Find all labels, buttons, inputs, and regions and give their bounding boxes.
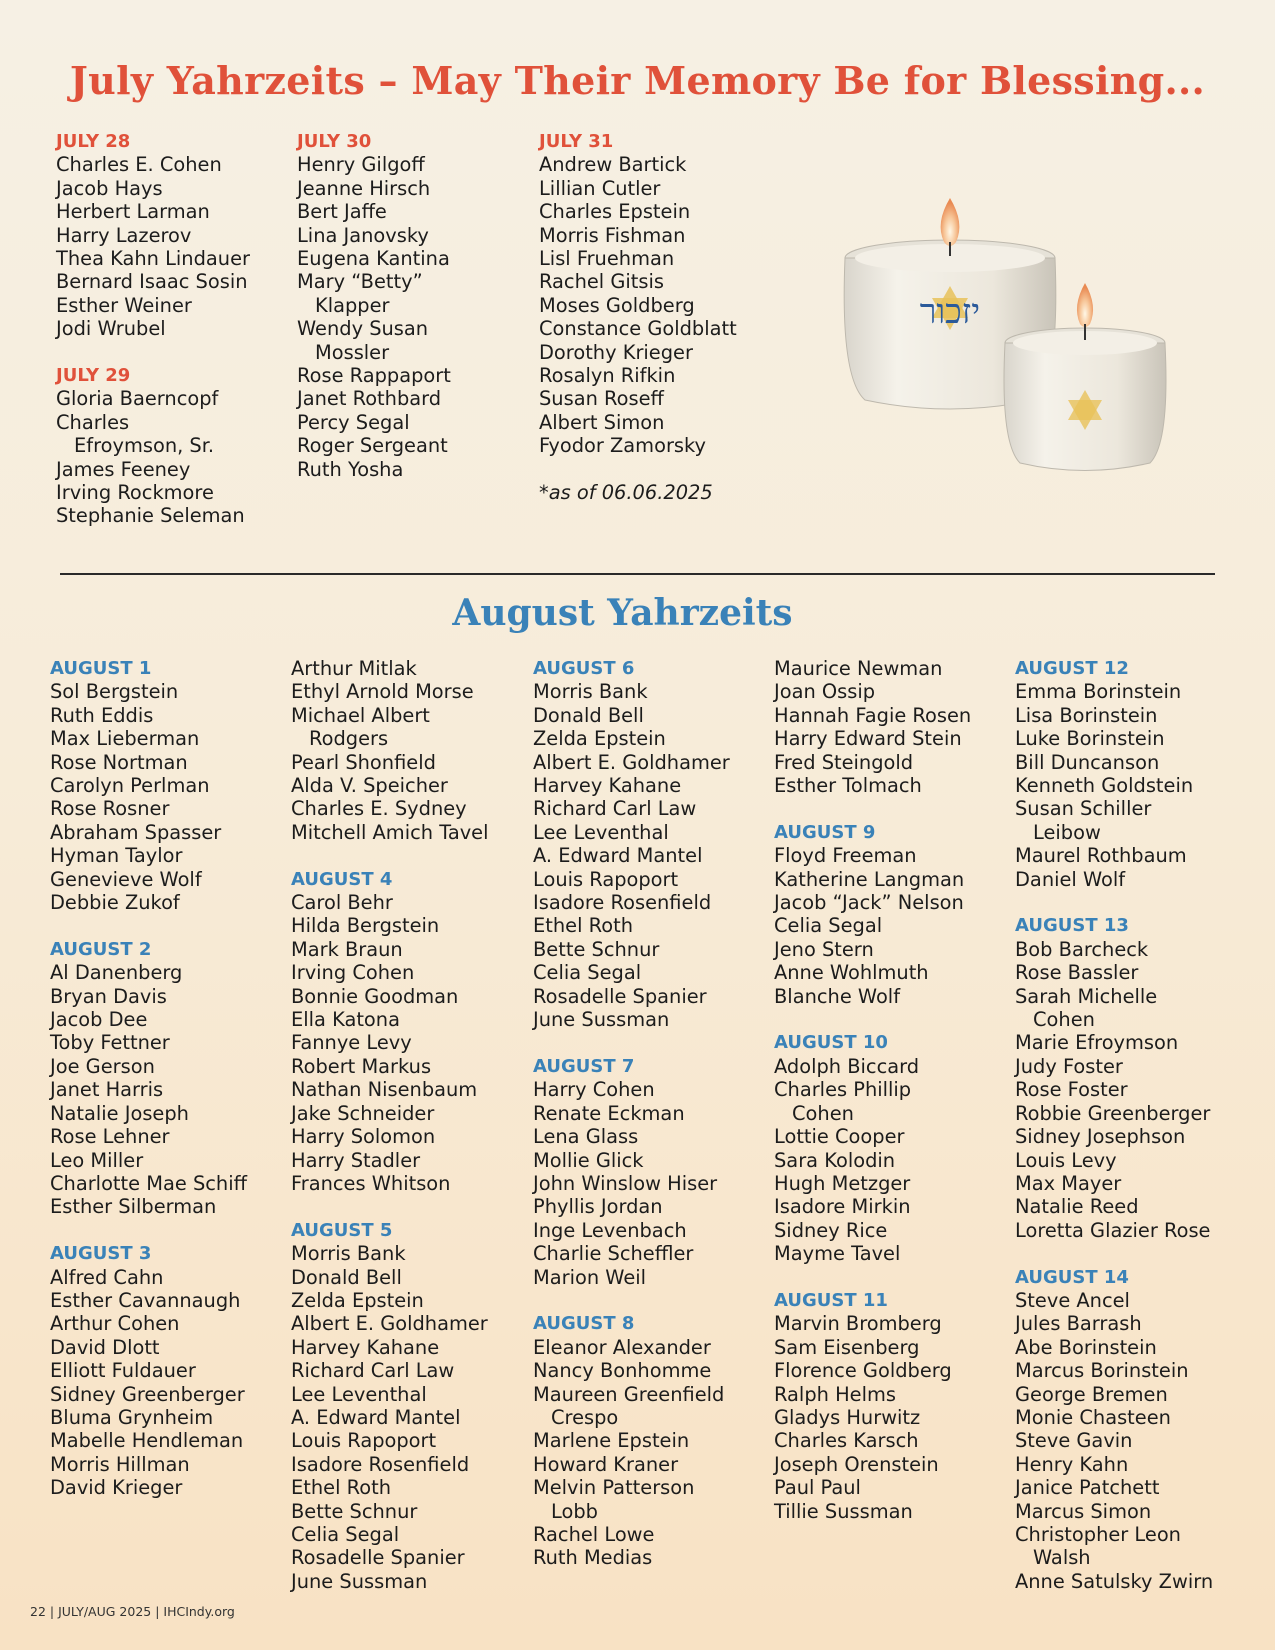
memorial-name: Janet Harris (50, 1078, 164, 1102)
memorial-name: Mitchell Amich Tavel (291, 820, 489, 844)
memorial-name: Lisa Borinstein (1015, 703, 1158, 727)
memorial-name: Max Mayer (1015, 1171, 1122, 1195)
memorial-name: Rachel Lowe (533, 1523, 655, 1546)
memorial-name: Renate Eckman (533, 1101, 685, 1125)
memorial-name: Dorothy Krieger (539, 340, 693, 364)
date-group (50, 938, 247, 1219)
memorial-name: Sidney Josephson (1015, 1125, 1186, 1149)
memorial-name: Ralph Helms (774, 1382, 896, 1406)
memorial-name: Isadore Rosenfield (533, 891, 712, 915)
flame-icon (941, 198, 960, 246)
memorial-name: Harry Lazerov (56, 223, 192, 247)
memorial-name: Charles (56, 410, 130, 434)
memorial-name: Frances Whitson (291, 1171, 451, 1195)
date-heading: AUGUST 12 (1015, 658, 1129, 679)
memorial-name: Lisl Fruehman (539, 247, 675, 271)
july-column-3 (539, 130, 737, 528)
august-column-1 (50, 657, 247, 1523)
memorial-name: Zelda Epstein (533, 727, 666, 751)
memorial-name: Jake Schneider (291, 1101, 435, 1125)
memorial-name: Michael Albert (291, 703, 430, 727)
memorial-name: Howard Kraner (533, 1452, 679, 1476)
memorial-name: Efroymson, Sr. (74, 434, 215, 458)
memorial-name: Sara Kolodin (774, 1148, 896, 1172)
memorial-name: Albert E. Goldhamer (533, 750, 730, 774)
memorial-name: Gladys Hurwitz (774, 1405, 921, 1429)
date-group (50, 657, 247, 914)
memorial-name: Sam Eisenberg (774, 1335, 920, 1359)
date-group (774, 1289, 971, 1523)
memorial-name: Charlie Scheffler (533, 1242, 694, 1266)
august-column-4 (774, 657, 971, 1546)
memorial-name: Marcus Borinstein (1015, 1359, 1189, 1383)
memorial-name: Katherine Langman (774, 867, 965, 891)
memorial-name: David Dlott (50, 1335, 160, 1359)
memorial-name: Monie Chasteen (1015, 1405, 1171, 1429)
date-group (533, 1312, 730, 1569)
memorial-name: Rose Foster (1015, 1078, 1128, 1102)
memorial-name: Rodgers (309, 727, 389, 751)
date-group (291, 657, 489, 844)
august-column-3 (533, 657, 730, 1593)
memorial-name: Percy Segal (297, 410, 410, 434)
date-group (539, 130, 737, 504)
memorial-name: Rose Nortman (50, 750, 188, 774)
memorial-name: Bette Schnur (533, 937, 660, 961)
memorial-name: Thea Kahn Lindauer (56, 247, 250, 271)
memorial-name: Elliott Fuldauer (50, 1359, 196, 1383)
memorial-name: Isadore Mirkin (774, 1195, 911, 1219)
memorial-name: Rosalyn Rifkin (539, 364, 676, 388)
memorial-name: Marion Weil (533, 1265, 647, 1289)
memorial-name: Susan Schiller (1015, 797, 1152, 821)
memorial-name: Esther Cavannaugh (50, 1288, 241, 1312)
memorial-name: Charles Phillip (774, 1078, 912, 1102)
memorial-name: Bernard Isaac Sosin (56, 270, 248, 294)
memorial-name: Ruth Medias (533, 1546, 653, 1570)
memorial-name: Ruth Eddis (50, 703, 154, 727)
memorial-name: Hannah Fagie Rosen (774, 703, 972, 727)
memorial-name: Lina Janovsky (297, 223, 429, 247)
date-group (774, 657, 971, 797)
memorial-name: Constance Goldblatt (539, 317, 737, 341)
memorial-name: Celia Segal (291, 1523, 400, 1546)
memorial-name: Eleanor Alexander (533, 1335, 711, 1359)
memorial-name: David Krieger (50, 1476, 183, 1500)
memorial-name: Arthur Mitlak (291, 657, 417, 680)
memorial-name: Jacob “Jack” Nelson (774, 891, 964, 915)
date-group (50, 1242, 247, 1499)
memorial-name: Charles Karsch (774, 1429, 919, 1453)
date-heading: JULY 30 (297, 131, 372, 152)
memorial-name: Jacob Hays (56, 176, 163, 200)
memorial-name: Sidney Greenberger (50, 1382, 245, 1406)
memorial-name: James Feeney (56, 457, 191, 481)
memorial-name: Jacob Dee (50, 1008, 148, 1032)
july-column-2 (297, 130, 451, 504)
memorial-name: Nathan Nisenbaum (291, 1078, 478, 1102)
memorial-name: Al Danenberg (50, 961, 183, 985)
august-title: August Yahrzeits (452, 592, 793, 634)
memorial-name: Lee Leventhal (533, 820, 669, 844)
memorial-name: Wendy Susan (297, 317, 429, 341)
memorial-name: Crespo (551, 1405, 619, 1429)
section-divider (60, 573, 1215, 575)
memorial-name: Gloria Baerncopf (56, 387, 219, 411)
memorial-name: Esther Tolmach (774, 774, 922, 798)
date-group (56, 364, 250, 528)
date-heading: JULY 29 (56, 365, 131, 387)
august-column-2 (291, 657, 489, 1617)
memorial-name: Steve Gavin (1015, 1429, 1133, 1453)
memorial-name: Richard Carl Law (291, 1359, 455, 1383)
memorial-name: Charles E. Cohen (56, 153, 222, 177)
memorial-name: Robert Markus (291, 1054, 432, 1078)
memorial-name: Joe Gerson (50, 1054, 155, 1078)
date-group (1015, 914, 1213, 1242)
memorial-name: Eugena Kantina (297, 247, 450, 271)
memorial-name: George Bremen (1015, 1382, 1168, 1406)
memorial-name: Charles E. Sydney (291, 797, 467, 821)
date-heading: AUGUST 4 (291, 868, 393, 890)
memorial-name: Charlotte Mae Schiff (50, 1171, 247, 1195)
date-heading: AUGUST 9 (774, 821, 876, 843)
date-group (774, 821, 971, 1008)
memorial-name: Bluma Grynheim (50, 1405, 214, 1429)
memorial-name: Isadore Rosenfield (291, 1452, 470, 1476)
memorial-name: Roger Sergeant (297, 434, 448, 458)
memorial-name: June Sussman (291, 1569, 428, 1593)
memorial-name: Maurel Rothbaum (1015, 844, 1187, 868)
memorial-name: Louis Rapoport (533, 867, 679, 891)
date-heading: AUGUST 11 (774, 1289, 888, 1311)
memorial-name: Esther Silberman (50, 1195, 217, 1219)
memorial-name: Alfred Cahn (50, 1265, 164, 1289)
memorial-name: Rose Rosner (50, 797, 170, 821)
memorial-name: Donald Bell (533, 703, 644, 727)
memorial-name: Abe Borinstein (1015, 1335, 1157, 1359)
memorial-name: Zelda Epstein (291, 1288, 424, 1312)
date-heading: AUGUST 5 (291, 1219, 393, 1241)
memorial-name: Celia Segal (774, 914, 883, 938)
memorial-name: Emma Borinstein (1015, 680, 1182, 704)
july-title: July Yahrzeits – May Their Memory Be for Blessing... (69, 58, 1206, 103)
memorial-name: Klapper (315, 293, 390, 317)
memorial-name: Esther Weiner (56, 293, 192, 317)
july-column-1 (56, 130, 250, 551)
memorial-name: Lena Glass (533, 1125, 639, 1149)
memorial-name: Donald Bell (291, 1265, 402, 1289)
memorial-name: Rose Bassler (1015, 961, 1139, 985)
memorial-name: Christopher Leon (1015, 1523, 1181, 1546)
memorial-name: Ella Katona (291, 1008, 400, 1032)
memorial-name: Harry Edward Stein (774, 727, 962, 751)
memorial-name: Rose Lehner (50, 1125, 170, 1149)
memorial-name: Herbert Larman (56, 200, 210, 224)
memorial-name: Anne Satulsky Zwirn (1015, 1569, 1214, 1593)
memorial-name: Jodi Wrubel (56, 317, 166, 341)
memorial-name: Andrew Bartick (539, 153, 687, 177)
memorial-name: Loretta Glazier Rose (1015, 1218, 1211, 1242)
memorial-name: Ethel Roth (291, 1476, 391, 1500)
memorial-name: Melvin Patterson (533, 1476, 695, 1500)
memorial-name: Ethyl Arnold Morse (291, 680, 474, 704)
date-group (56, 130, 250, 341)
memorial-name: Max Lieberman (50, 727, 200, 751)
memorial-name: Morris Bank (291, 1242, 406, 1266)
memorial-name: Blanche Wolf (774, 984, 901, 1008)
memorial-name: Albert E. Goldhamer (291, 1312, 488, 1336)
memorial-name: Inge Levenbach (533, 1218, 687, 1242)
memorial-name: Marcus Simon (1015, 1499, 1152, 1523)
memorial-name: Judy Foster (1015, 1054, 1123, 1078)
memorial-name: Mabelle Hendleman (50, 1429, 244, 1453)
memorial-name: Lillian Cutler (539, 176, 661, 200)
memorial-name: Daniel Wolf (1015, 867, 1126, 891)
memorial-name: Moses Goldberg (539, 293, 695, 317)
memorial-name: Fyodor Zamorsky (539, 434, 707, 458)
memorial-name: Luke Borinstein (1015, 727, 1165, 751)
memorial-name: Rose Rappaport (297, 364, 451, 388)
yizkor-hebrew-text: יזכור (919, 292, 981, 332)
memorial-name: Henry Gilgoff (297, 153, 425, 177)
memorial-name: Nancy Bonhomme (533, 1359, 712, 1383)
memorial-name: Bette Schnur (291, 1499, 418, 1523)
memorial-name: Cohen (1033, 1008, 1095, 1032)
memorial-name: Janet Rothbard (297, 387, 442, 411)
memorial-name: Paul Paul (774, 1476, 861, 1500)
memorial-name: Steve Ancel (1015, 1288, 1130, 1312)
memorial-name: Stephanie Seleman (56, 504, 245, 528)
memorial-name: June Sussman (533, 1008, 670, 1032)
memorial-name: Henry Kahn (1015, 1452, 1129, 1476)
memorial-name: Leo Miller (50, 1148, 144, 1172)
memorial-name: Fannye Levy (291, 1031, 412, 1055)
memorial-name: Marie Efroymson (1015, 1031, 1179, 1055)
memorial-name: Mayme Tavel (774, 1242, 901, 1266)
memorial-name: Harry Solomon (291, 1125, 436, 1149)
memorial-name: A. Edward Mantel (291, 1405, 461, 1429)
date-group (533, 657, 730, 1032)
memorial-name: Charles Epstein (539, 200, 691, 224)
date-group (533, 1055, 730, 1289)
memorial-name: Natalie Reed (1015, 1195, 1139, 1219)
memorial-name: Alda V. Speicher (291, 774, 448, 798)
memorial-name: Morris Hillman (50, 1452, 190, 1476)
memorial-name: Harry Cohen (533, 1078, 655, 1102)
date-heading: AUGUST 3 (50, 1243, 152, 1265)
memorial-name: Floyd Freeman (774, 844, 917, 868)
date-heading: AUGUST 8 (533, 1313, 635, 1335)
date-group (297, 130, 451, 481)
memorial-name: Lottie Cooper (774, 1125, 905, 1149)
memorial-name: Bob Barcheck (1015, 937, 1149, 961)
memorial-name: Albert Simon (539, 410, 665, 434)
memorial-name: Mollie Glick (533, 1148, 644, 1172)
memorial-name: Rosadelle Spanier (291, 1546, 465, 1570)
memorial-name: Maurice Newman (774, 657, 943, 680)
memorial-name: Louis Levy (1015, 1148, 1117, 1172)
memorial-name: Sarah Michelle (1015, 984, 1158, 1008)
flame-icon (1077, 283, 1093, 327)
memorial-name: Marvin Bromberg (774, 1312, 942, 1336)
memorial-name: Jules Barrash (1015, 1312, 1142, 1336)
august-column-5 (1015, 657, 1213, 1617)
date-group (1015, 1266, 1213, 1594)
memorial-name: Bill Duncanson (1015, 750, 1160, 774)
date-heading: AUGUST 2 (50, 938, 152, 960)
yizkor-candles-illustration (840, 168, 1180, 498)
date-group (291, 1219, 489, 1594)
memorial-name: Hugh Metzger (774, 1171, 911, 1195)
memorial-name: Irving Cohen (291, 961, 415, 985)
memorial-name: Bryan Davis (50, 984, 167, 1008)
memorial-name: Abraham Spasser (50, 820, 222, 844)
memorial-name: Joseph Orenstein (774, 1452, 939, 1476)
memorial-name: Mossler (315, 340, 390, 364)
memorial-name: Rachel Gitsis (539, 270, 664, 294)
memorial-name: Bonnie Goodman (291, 984, 459, 1008)
date-heading: JULY 31 (539, 131, 614, 152)
as-of-note: *as of 06.06.2025 (539, 481, 713, 505)
memorial-name: Leibow (1033, 820, 1101, 844)
memorial-name: Rosadelle Spanier (533, 984, 707, 1008)
memorial-name: Genevieve Wolf (50, 867, 202, 891)
memorial-name: Ruth Yosha (297, 457, 404, 481)
memorial-name: Jeanne Hirsch (297, 176, 431, 200)
date-group (774, 1031, 971, 1265)
date-group (1015, 657, 1213, 891)
memorial-name: Phyllis Jordan (533, 1195, 663, 1219)
memorial-name: Arthur Cohen (50, 1312, 180, 1336)
memorial-name: Robbie Greenberger (1015, 1101, 1211, 1125)
memorial-name: Lee Leventhal (291, 1382, 427, 1406)
memorial-name: Toby Fettner (50, 1031, 170, 1055)
memorial-name: Richard Carl Law (533, 797, 697, 821)
memorial-name: Fred Steingold (774, 750, 914, 774)
memorial-name: A. Edward Mantel (533, 844, 703, 868)
memorial-name: Walsh (1033, 1546, 1091, 1570)
memorial-name: Morris Bank (533, 680, 648, 704)
memorial-name: Louis Rapoport (291, 1429, 437, 1453)
memorial-name: Susan Roseff (539, 387, 664, 411)
memorial-name: Marlene Epstein (533, 1429, 690, 1453)
memorial-name: Anne Wohlmuth (774, 961, 929, 985)
memorial-name: Sol Bergstein (50, 680, 179, 704)
date-heading: AUGUST 14 (1015, 1266, 1129, 1288)
memorial-name: Maureen Greenfield (533, 1382, 725, 1406)
memorial-name: John Winslow Hiser (533, 1171, 718, 1195)
memorial-name: Mary “Betty” (297, 270, 423, 294)
memorial-name: Mark Braun (291, 937, 403, 961)
memorial-name: Harry Stadler (291, 1148, 421, 1172)
date-heading: AUGUST 6 (533, 658, 635, 679)
page-footer: 22 | JULY/AUG 2025 | IHCIndy.org (30, 1604, 235, 1619)
memorial-name: Morris Fishman (539, 223, 686, 247)
memorial-name: Natalie Joseph (50, 1101, 189, 1125)
date-heading: AUGUST 1 (50, 658, 152, 679)
memorial-name: Kenneth Goldstein (1015, 774, 1194, 798)
memorial-name: Lobb (551, 1499, 598, 1523)
memorial-name: Jeno Stern (774, 937, 874, 961)
date-group (291, 868, 489, 1196)
memorial-name: Bert Jaffe (297, 200, 387, 224)
memorial-name: Pearl Shonfield (291, 750, 436, 774)
date-heading: AUGUST 10 (774, 1032, 888, 1054)
memorial-name: Florence Goldberg (774, 1359, 952, 1383)
memorial-name: Adolph Biccard (774, 1054, 920, 1078)
memorial-name: Ethel Roth (533, 914, 633, 938)
memorial-name: Sidney Rice (774, 1218, 888, 1242)
date-heading: AUGUST 7 (533, 1055, 635, 1077)
memorial-name: Hyman Taylor (50, 844, 183, 868)
memorial-name: Debbie Zukof (50, 891, 180, 915)
memorial-name: Harvey Kahane (533, 774, 682, 798)
memorial-name: Hilda Bergstein (291, 914, 440, 938)
memorial-name: Celia Segal (533, 961, 642, 985)
memorial-name: Joan Ossip (774, 680, 876, 704)
memorial-name: Carolyn Perlman (50, 774, 210, 798)
memorial-name: Irving Rockmore (56, 481, 214, 505)
memorial-name: Cohen (792, 1101, 854, 1125)
memorial-name: Harvey Kahane (291, 1335, 440, 1359)
date-heading: AUGUST 13 (1015, 915, 1129, 937)
date-heading: JULY 28 (56, 131, 131, 152)
memorial-name: Tillie Sussman (774, 1499, 913, 1523)
memorial-name: Carol Behr (291, 891, 393, 915)
memorial-name: Janice Patchett (1015, 1476, 1160, 1500)
